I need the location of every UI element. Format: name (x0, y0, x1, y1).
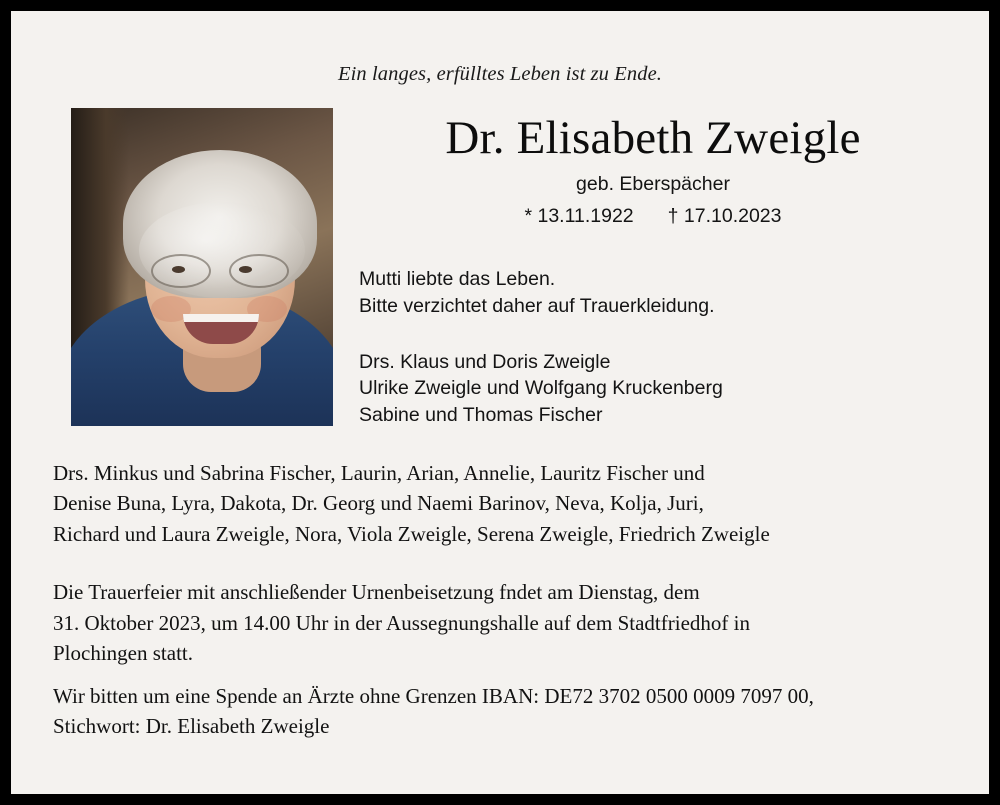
header-section (53, 108, 947, 428)
birth-date: * 13.11.1922 (524, 205, 634, 228)
portrait-container (71, 108, 333, 426)
glasses-icon (149, 254, 291, 284)
deceased-maiden-name: geb. Eberspächer (576, 173, 730, 196)
donation-request (53, 681, 947, 742)
life-dates (359, 205, 947, 228)
relatives-line-3: Richard und Laura Zweigle, Nora, Viola Zweigle, Serena Zweigle, Friedrich Zweigle (53, 521, 770, 546)
relatives-line-1: Drs. Minkus und Sabrina Fischer, Laurin, Arian, Annelie, Lauritz Fischer und (53, 460, 705, 485)
donation-line-1: Wir bitten um eine Spende an Ärzte ohne Grenzen IBAN: DE72 3702 0500 0009 7097 00, (53, 683, 814, 708)
photo-eye-left (172, 266, 185, 273)
funeral-service-details (53, 577, 947, 668)
service-line-2: 31. Oktober 2023, um 14.00 Uhr in der Aussegnungshalle auf dem Stadtfriedhof in (53, 610, 750, 635)
name-block (359, 108, 947, 428)
family-line-1: Drs. Klaus und Doris Zweigle (359, 350, 611, 373)
portrait-photo (71, 108, 333, 426)
service-line-3: Plochingen statt. (53, 641, 193, 666)
family-line-3: Sabine und Thomas Fischer (359, 403, 603, 426)
message-line-2: Bitte verzichtet daher auf Trauerkleidung. (359, 294, 715, 317)
personal-message (359, 266, 947, 319)
close-family-list (359, 349, 947, 428)
photo-eye-right (239, 266, 252, 273)
deceased-name: Dr. Elisabeth Zweigle (445, 112, 861, 164)
relatives-line-2: Denise Buna, Lyra, Dakota, Dr. Georg und Naemi Barinov, Neva, Kolja, Juri, (53, 491, 704, 516)
glasses-lens-right (229, 254, 289, 288)
family-line-2: Ulrike Zweigle und Wolfgang Kruckenberg (359, 377, 723, 400)
message-line-1: Mutti liebte das Leben. (359, 268, 556, 291)
epigraph-text: Ein langes, erfülltes Leben ist zu Ende. (338, 63, 662, 85)
extended-relatives-list (53, 458, 947, 549)
donation-line-2: Stichwort: Dr. Elisabeth Zweigle (53, 713, 330, 738)
service-line-1: Die Trauerfeier mit anschließender Urnenbeisetzung fndet am Dienstag, dem (53, 580, 700, 605)
death-date: † 17.10.2023 (667, 205, 782, 228)
